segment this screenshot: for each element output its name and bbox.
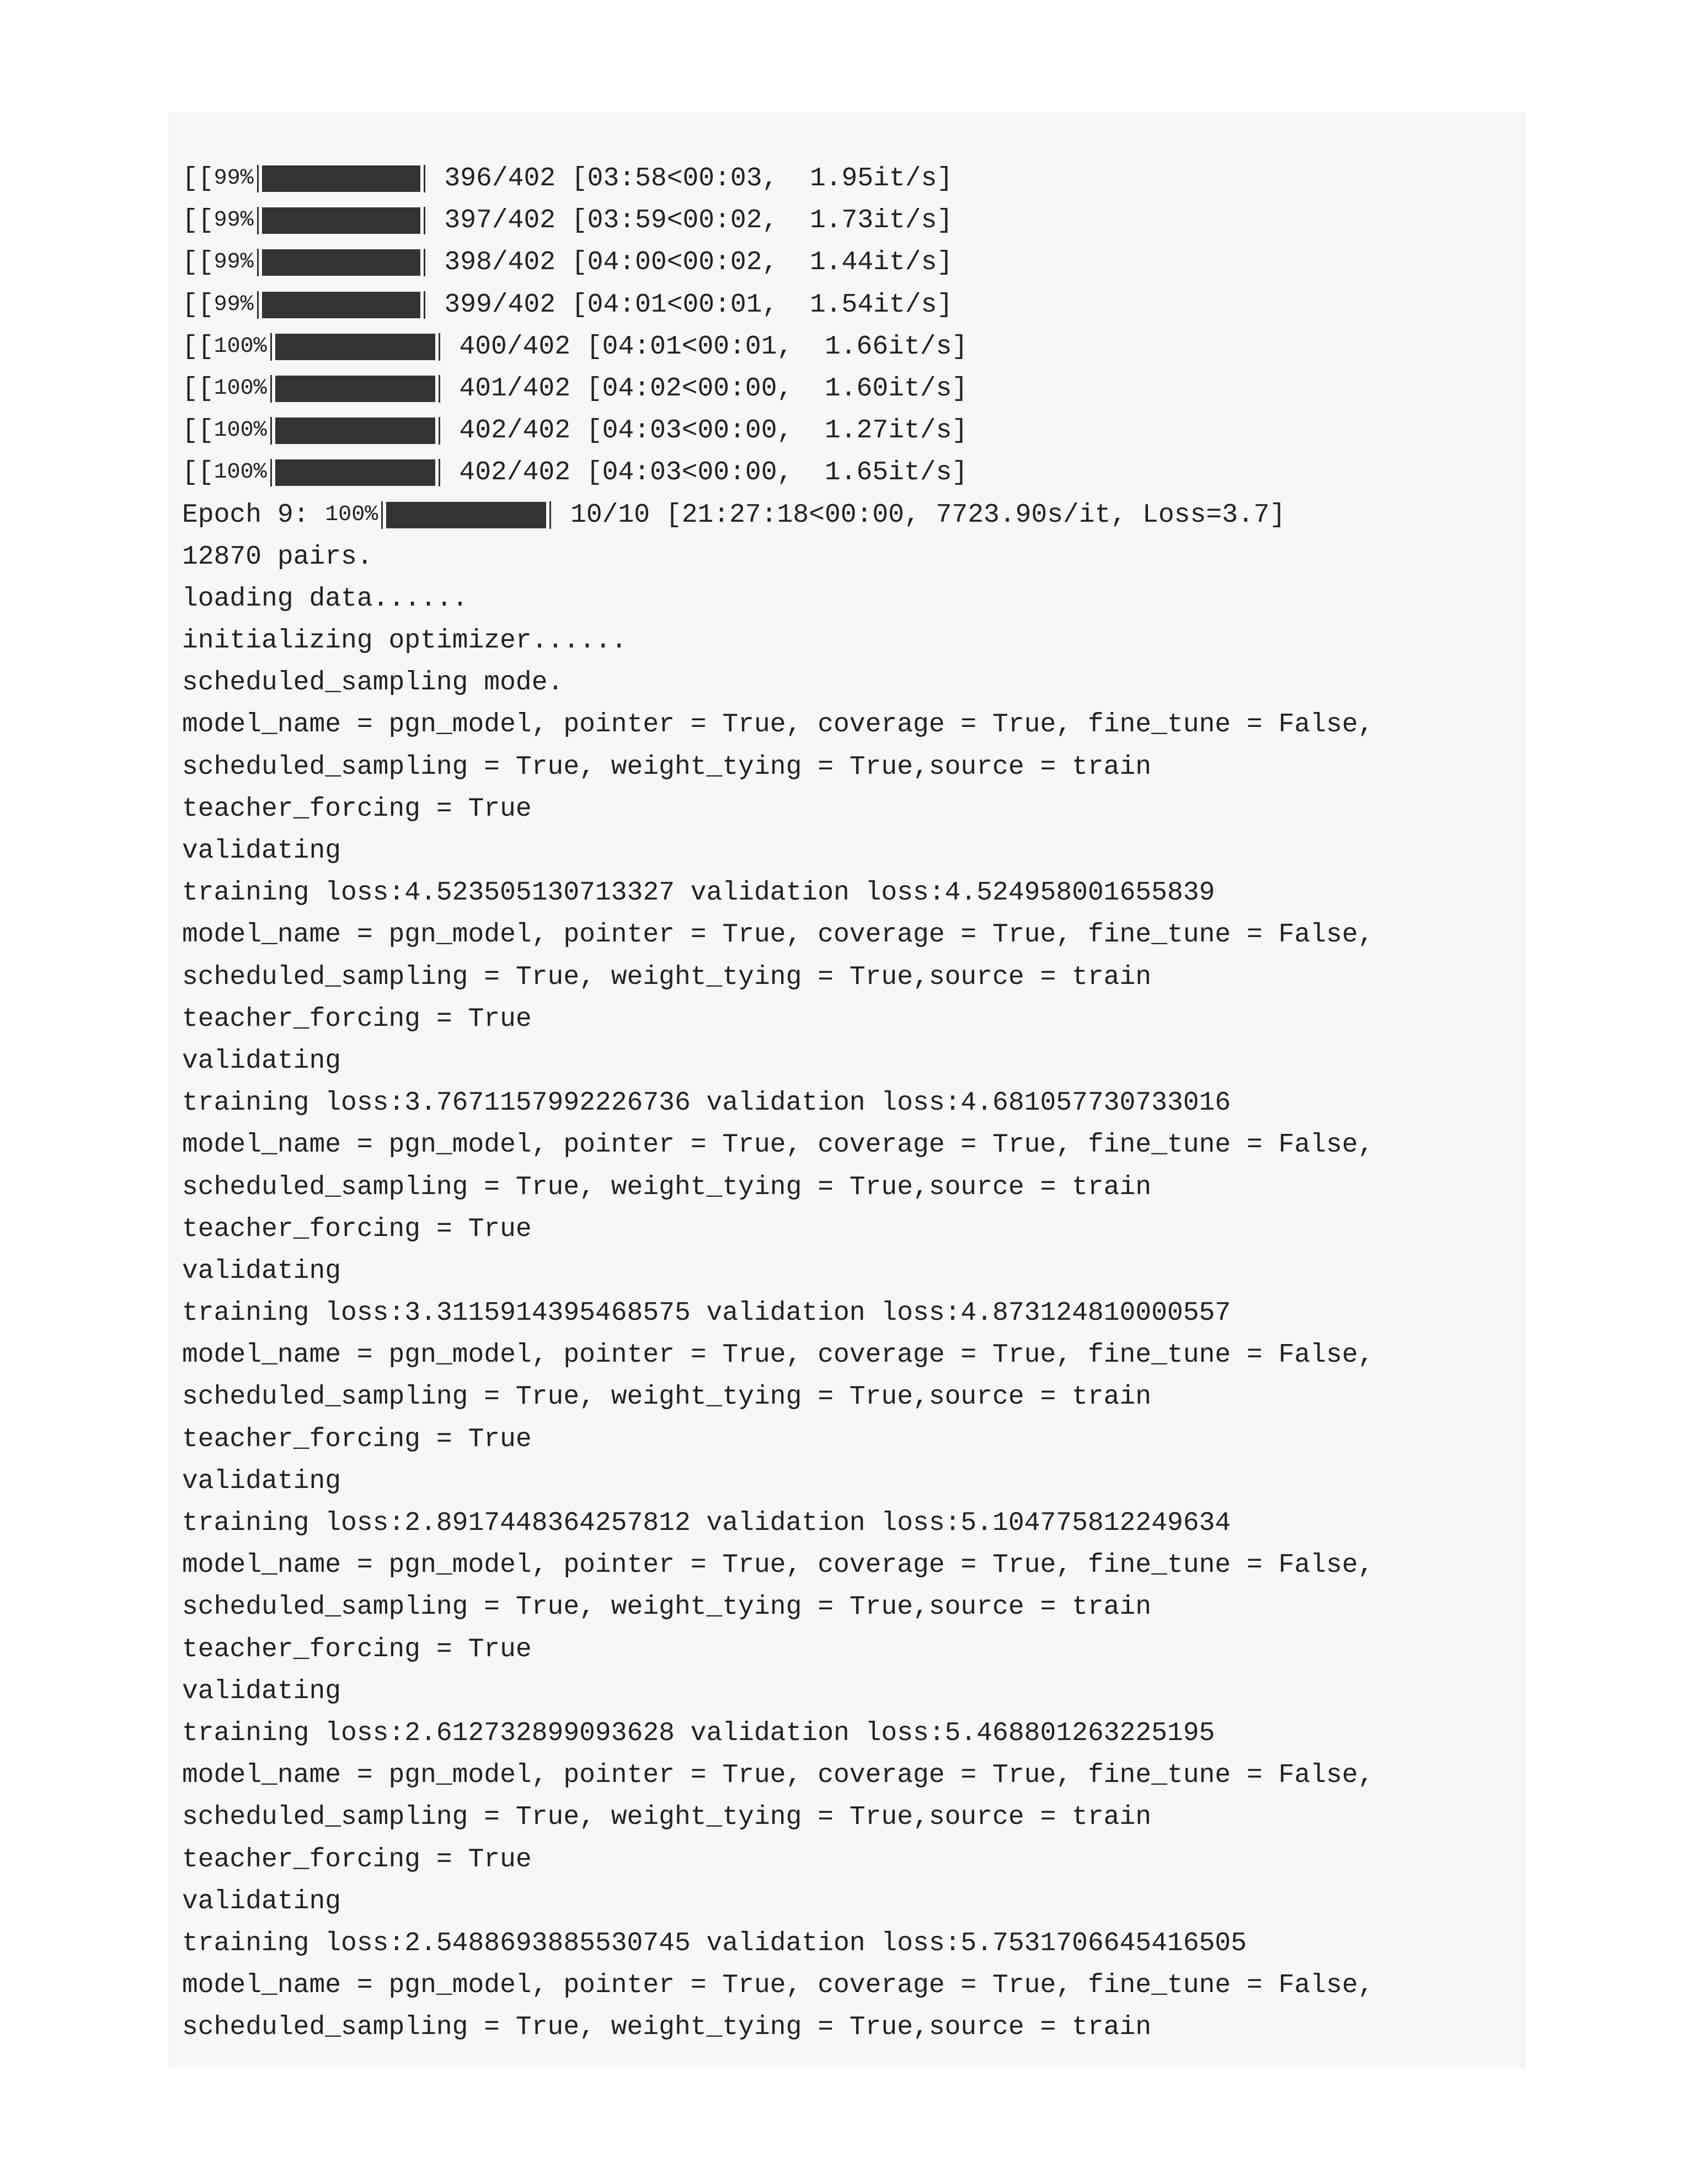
log-line: validating <box>182 1256 341 1286</box>
progress-percent: 100% <box>325 502 378 527</box>
progress-stats: 402/402 [04:03<00:00, 1.65it/s] <box>443 458 968 488</box>
log-line: validating <box>182 1466 341 1496</box>
progress-bar-left-edge <box>270 375 272 403</box>
log-line: model_name = pgn_model, pointer = True, coverage = True, fine_tune = False, <box>182 710 1374 740</box>
progress-bar-left-edge <box>257 249 259 276</box>
progress-percent: 100% <box>213 334 267 359</box>
progress-bar-right-edge <box>424 165 425 192</box>
progress-bar-fill <box>262 165 420 192</box>
progress-bar-left-edge <box>257 291 259 319</box>
progress-prefix: [[ <box>182 458 214 488</box>
progress-line <box>182 284 1374 326</box>
progress-prefix: [[ <box>182 206 214 236</box>
log-line: scheduled_sampling = True, weight_tying = True,source = train <box>182 2012 1152 2043</box>
progress-prefix: [[ <box>182 416 214 446</box>
log-line: training loss:3.7671157992226736 validation loss:4.681057730733016 <box>182 1088 1231 1118</box>
progress-percent: 99% <box>213 292 254 317</box>
log-line: scheduled_sampling = True, weight_tying = True,source = train <box>182 1592 1152 1623</box>
log-line: scheduled_sampling mode. <box>182 668 564 698</box>
progress-bar-right-edge <box>439 333 440 361</box>
log-line: teacher_forcing = True <box>182 1844 532 1875</box>
progress-bar-right-edge <box>549 501 551 529</box>
log-line: scheduled_sampling = True, weight_tying = True,source = train <box>182 1172 1152 1202</box>
progress-bar-left-edge <box>257 207 259 234</box>
log-line: model_name = pgn_model, pointer = True, coverage = True, fine_tune = False, <box>182 1340 1374 1371</box>
progress-prefix: [[ <box>182 290 214 320</box>
log-line: teacher_forcing = True <box>182 1214 532 1244</box>
progress-stats: 398/402 [04:00<00:02, 1.44it/s] <box>428 248 953 278</box>
progress-stats: 400/402 [04:01<00:01, 1.66it/s] <box>443 331 968 362</box>
log-line: model_name = pgn_model, pointer = True, coverage = True, fine_tune = False, <box>182 920 1374 950</box>
progress-prefix: [[ <box>182 248 214 278</box>
progress-stats: 397/402 [03:59<00:02, 1.73it/s] <box>428 206 953 236</box>
progress-line <box>182 326 1374 368</box>
progress-prefix: Epoch 9: <box>182 500 325 530</box>
progress-percent: 100% <box>213 418 267 443</box>
progress-bar-right-edge <box>439 417 440 445</box>
log-line: loading data...... <box>182 584 468 614</box>
log-line: training loss:2.5488693885530745 validation loss:5.7531706645416505 <box>182 1928 1247 1958</box>
progress-percent: 100% <box>213 460 267 485</box>
progress-line <box>182 494 1374 536</box>
log-line: validating <box>182 836 341 866</box>
progress-line <box>182 242 1374 283</box>
progress-bar-right-edge <box>424 249 425 276</box>
progress-bar-left-edge <box>381 501 383 529</box>
progress-bar-right-edge <box>424 291 425 319</box>
log-line: validating <box>182 1676 341 1706</box>
log-line: model_name = pgn_model, pointer = True, coverage = True, fine_tune = False, <box>182 1550 1374 1581</box>
log-line: teacher_forcing = True <box>182 794 532 824</box>
progress-line <box>182 410 1374 452</box>
progress-bar-right-edge <box>439 459 440 486</box>
log-lines <box>182 158 1374 2048</box>
progress-bar-fill <box>386 502 546 528</box>
log-line: scheduled_sampling = True, weight_tying = True,source = train <box>182 1382 1152 1412</box>
log-output-panel <box>169 112 1525 2068</box>
progress-line <box>182 200 1374 242</box>
progress-bar-fill <box>275 376 435 402</box>
progress-line <box>182 158 1374 200</box>
progress-stats: 402/402 [04:03<00:00, 1.27it/s] <box>443 416 968 446</box>
progress-prefix: [[ <box>182 373 214 404</box>
log-line: initializing optimizer...... <box>182 626 627 656</box>
progress-bar-left-edge <box>270 417 272 445</box>
progress-prefix: [[ <box>182 331 214 362</box>
log-line: model_name = pgn_model, pointer = True, coverage = True, fine_tune = False, <box>182 1971 1374 2001</box>
log-line: scheduled_sampling = True, weight_tying = True,source = train <box>182 1802 1152 1833</box>
log-line: teacher_forcing = True <box>182 1634 532 1664</box>
log-line: model_name = pgn_model, pointer = True, coverage = True, fine_tune = False, <box>182 1130 1374 1160</box>
progress-line <box>182 452 1374 494</box>
log-line: validating <box>182 1046 341 1076</box>
progress-bar-right-edge <box>439 375 440 403</box>
progress-percent: 99% <box>213 208 254 233</box>
progress-bar-left-edge <box>257 165 259 192</box>
progress-stats: 401/402 [04:02<00:00, 1.60it/s] <box>443 373 968 404</box>
progress-bar-fill <box>275 417 435 444</box>
progress-bar-fill <box>262 249 420 276</box>
progress-stats: 10/10 [21:27:18<00:00, 7723.90s/it, Loss=3.7] <box>554 500 1286 530</box>
progress-bar-right-edge <box>424 207 425 234</box>
log-line: 12870 pairs. <box>182 542 373 572</box>
log-line: training loss:4.523505130713327 validation loss:4.524958001655839 <box>182 878 1215 908</box>
log-line: training loss:2.612732899093628 validation loss:5.468801263225195 <box>182 1718 1215 1748</box>
progress-prefix: [[ <box>182 164 214 194</box>
log-line: scheduled_sampling = True, weight_tying = True,source = train <box>182 752 1152 782</box>
progress-bar-fill <box>262 292 420 318</box>
progress-stats: 399/402 [04:01<00:01, 1.54it/s] <box>428 290 953 320</box>
progress-percent: 100% <box>213 376 267 401</box>
progress-bar-fill <box>275 334 435 360</box>
progress-percent: 99% <box>213 250 254 275</box>
log-line: teacher_forcing = True <box>182 1424 532 1454</box>
progress-bar-left-edge <box>270 333 272 361</box>
log-line: scheduled_sampling = True, weight_tying = True,source = train <box>182 962 1152 992</box>
log-line: validating <box>182 1886 341 1917</box>
progress-stats: 396/402 [03:58<00:03, 1.95it/s] <box>428 164 953 194</box>
progress-bar-fill <box>275 459 435 486</box>
log-line: teacher_forcing = True <box>182 1004 532 1034</box>
log-line: training loss:2.8917448364257812 validation loss:5.104775812249634 <box>182 1508 1231 1538</box>
progress-line <box>182 368 1374 410</box>
progress-bar-left-edge <box>270 459 272 486</box>
log-line: training loss:3.3115914395468575 validation loss:4.873124810000557 <box>182 1298 1231 1329</box>
progress-bar-fill <box>262 207 420 234</box>
log-line: model_name = pgn_model, pointer = True, coverage = True, fine_tune = False, <box>182 1760 1374 1791</box>
progress-percent: 99% <box>213 166 254 191</box>
